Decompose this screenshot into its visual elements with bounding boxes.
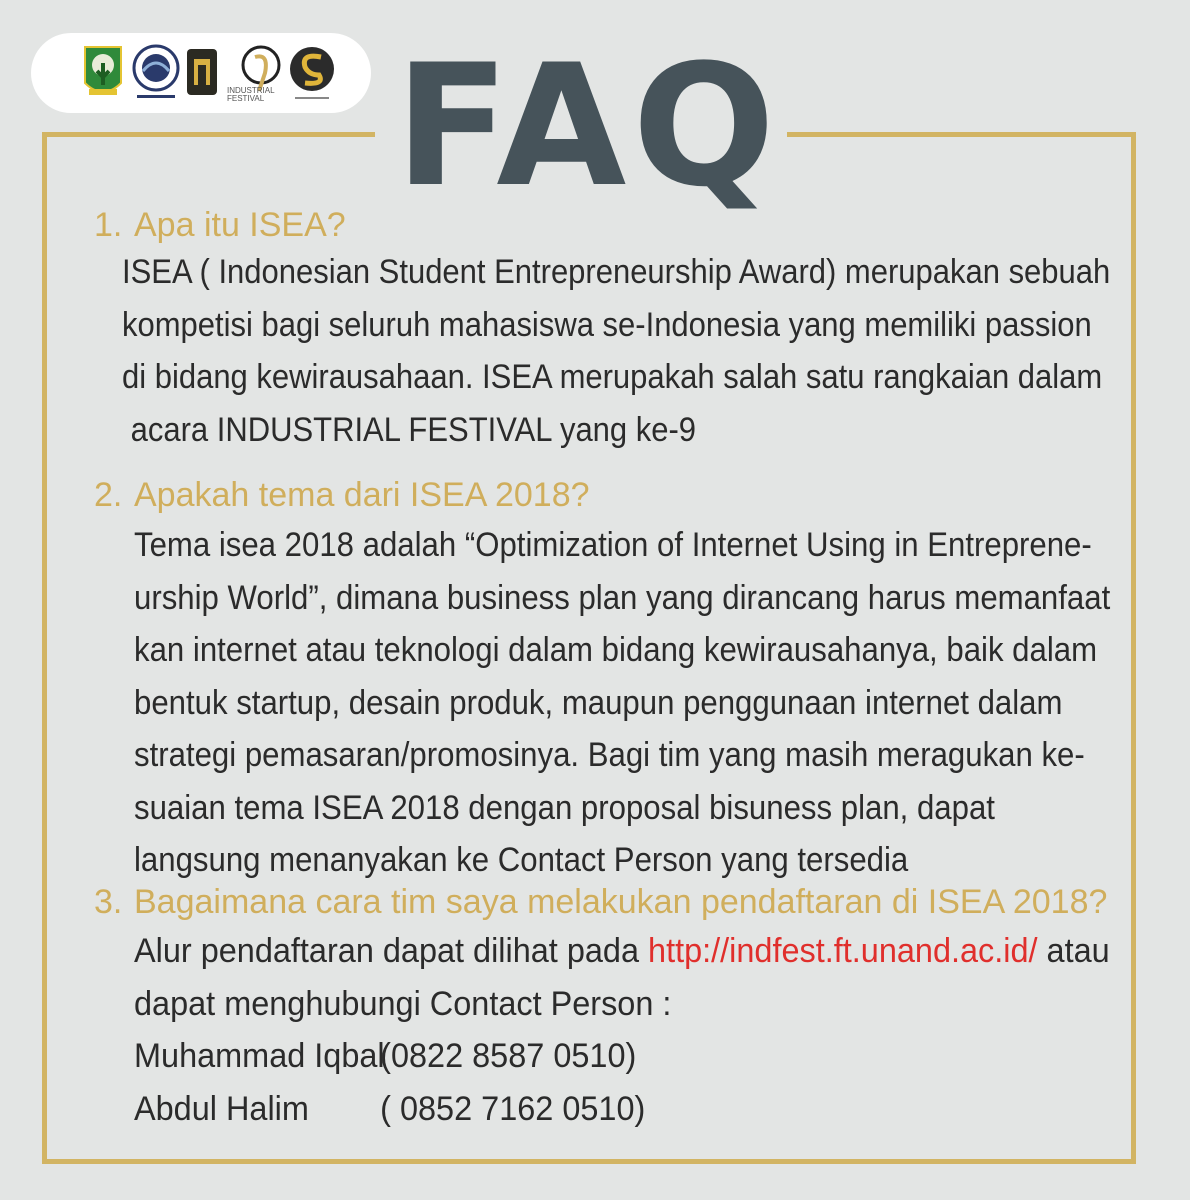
tree-crest-logo [79,43,127,103]
svg-text:INDUSTRIAL: INDUSTRIAL [227,86,275,95]
answer-intro: Alur pendaftaran dapat dilihat pada [134,932,649,970]
contact-phone: ( 0852 7162 0510) [380,1089,646,1128]
faq-question-text: Bagaimana cara tim saya melakukan pendaftaran di ISEA 2018? [134,883,1108,921]
round-seal-logo [131,43,181,103]
answer-after-link: atau [1037,932,1110,970]
faq-number: 1. [94,206,123,244]
answer-line: dapat menghubungi Contact Person : [134,984,672,1023]
faq-answer-3 [134,925,1110,1135]
contact-row [134,1030,1110,1083]
answer-line: kompetisi bagi seluruh mahasiswa se-Indonesia yang memiliki passion [122,305,1092,344]
answer-line: bentuk startup, desain produk, maupun penggunaan internet dalam [134,683,1063,722]
faq-answer-1 [122,246,1110,456]
answer-line: urship World”, dimana business plan yang dirancang harus memanfaat [134,578,1111,617]
faq-question-2 [94,475,590,515]
faq-question-3 [94,882,1107,922]
answer-line: ISEA ( Indonesian Student Entrepreneurship Award) merupakan sebuah [122,253,1111,291]
answer-line [134,925,1110,978]
faq-question-1 [94,205,346,245]
logo-bar [31,33,371,113]
answer-line: suaian tema ISEA 2018 dengan proposal bisuness plan, dapat [134,788,995,827]
svg-text:FESTIVAL: FESTIVAL [227,94,265,103]
s-circle-logo [287,43,337,103]
registration-link[interactable]: http://indfest.ft.unand.ac.id/ [648,932,1038,970]
contact-phone: (0822 8587 0510) [380,1037,637,1075]
faq-number: 2. [94,476,123,514]
answer-line: Tema isea 2018 adalah “Optimization of Internet Using in Entreprene- [134,526,1092,564]
page-title: FAQ [394,28,782,224]
faq-question-text: Apakah tema dari ISEA 2018? [134,476,590,514]
contact-name: Abdul Halim [134,1089,309,1128]
answer-line: di bidang kewirausahaan. ISEA merupakah salah satu rangkaian dalam [122,358,1103,396]
faq-answer-2 [134,519,1110,887]
answer-line: strategi pemasaran/promosinya. Bagi tim yang masih meragukan ke- [134,736,1085,774]
faq-question-text: Apa itu ISEA? [134,206,346,244]
answer-line: acara INDUSTRIAL FESTIVAL yang ke-9 [122,410,697,449]
faq-number: 3. [94,883,123,921]
contact-name: Muhammad Iqbal [134,1037,385,1075]
answer-line: langsung menanyakan ke Contact Person yang tersedia [134,841,909,879]
gold-emblem-logo [184,43,220,103]
contact-row [134,1083,1110,1136]
industrial-festival-logo [225,43,285,103]
answer-line: kan internet atau teknologi dalam bidang kewirausahanya, baik dalam [134,631,1098,669]
